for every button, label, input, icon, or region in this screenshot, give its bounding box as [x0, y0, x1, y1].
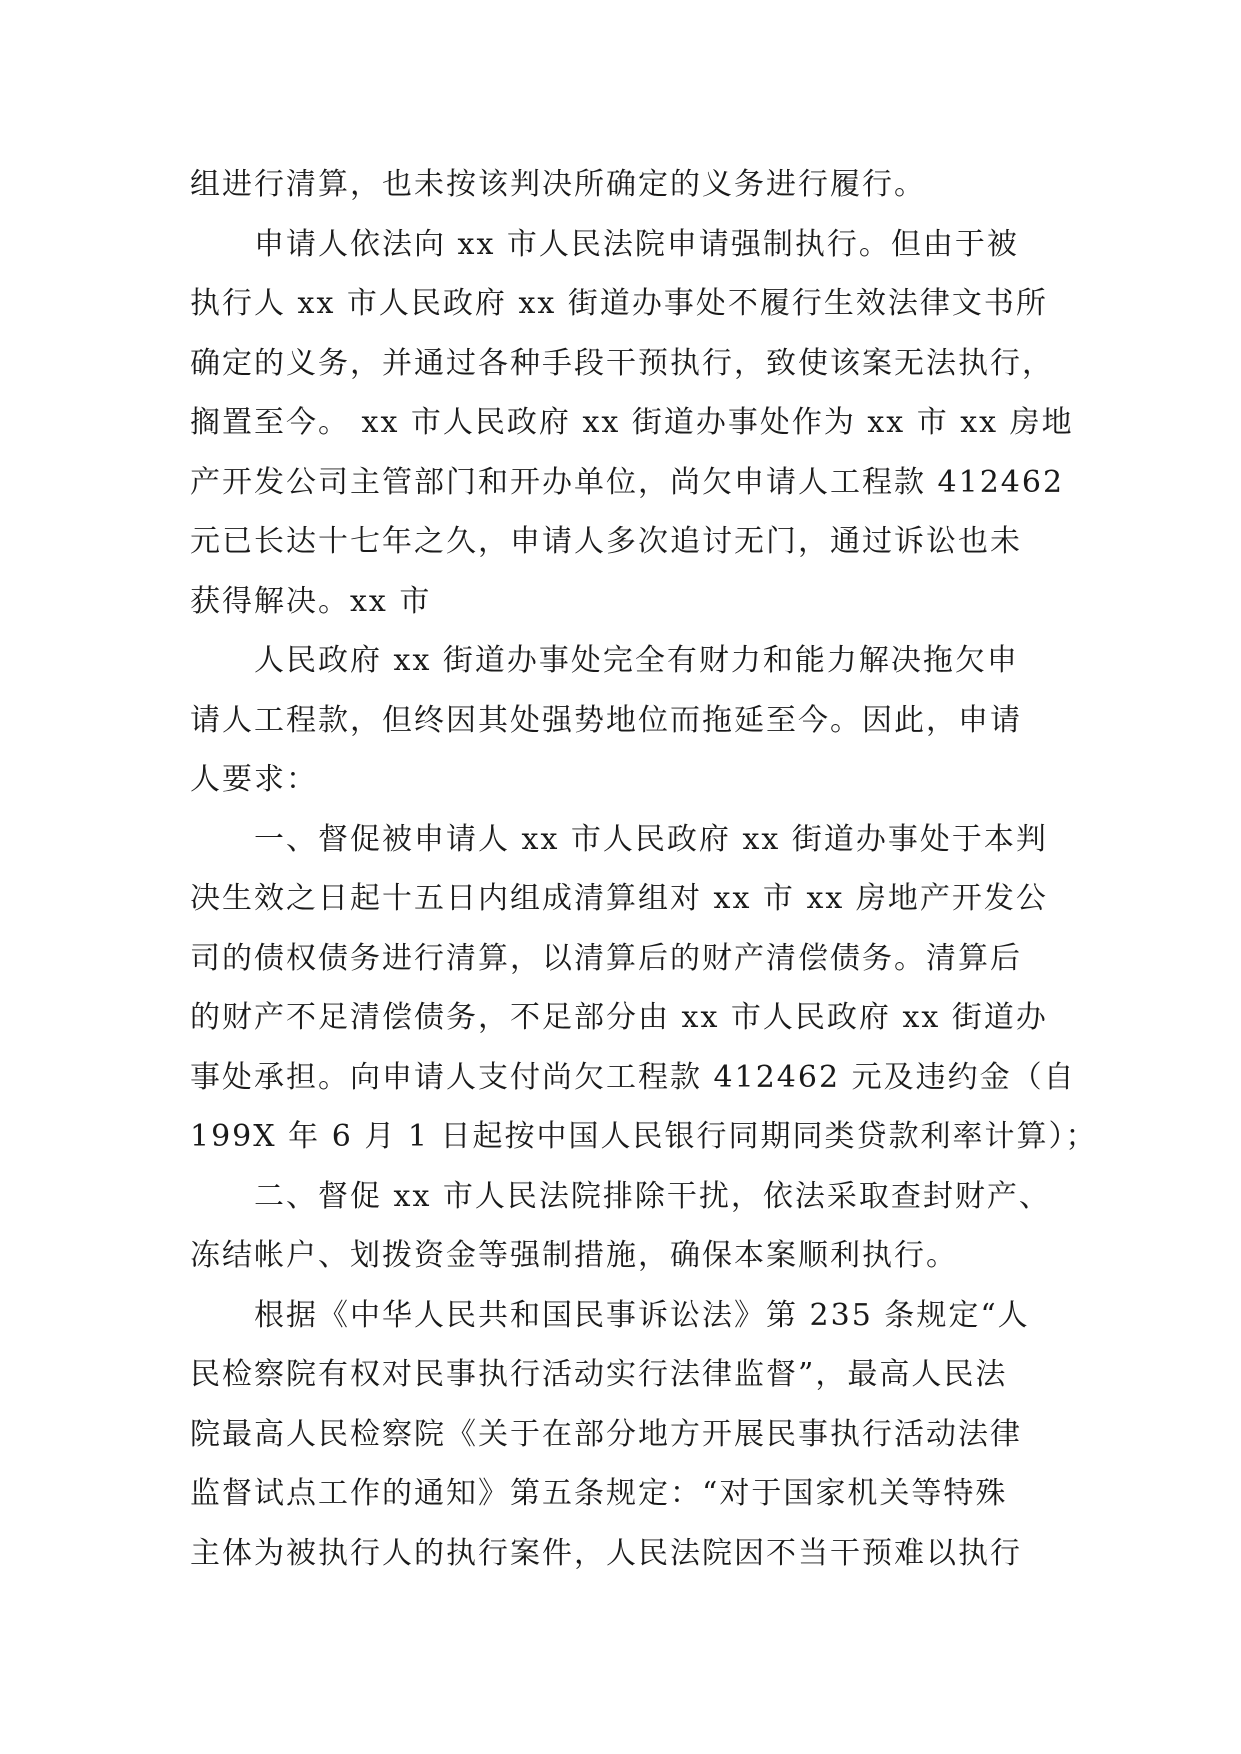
- text-line: 决生效之日起十五日内组成清算组对 xx 市 xx 房地产开发公: [190, 881, 1048, 916]
- text-line: 人要求：: [190, 762, 318, 797]
- text-line: 199X 年 6 月 1 日起按中国人民银行同期同类贷款利率计算）；: [190, 1119, 1098, 1154]
- text-line: 事处承担。向申请人支付尚欠工程款 412462 元及违约金（自: [190, 1059, 1076, 1095]
- text-line: 监督试点工作的通知》第五条规定：“对于国家机关等特殊: [190, 1476, 1008, 1511]
- text-line: 组进行清算，也未按该判决所确定的义务进行履行。: [190, 167, 926, 202]
- text-line: 冻结帐户、划拨资金等强制措施，确保本案顺利执行。: [190, 1238, 958, 1273]
- paragraph-start-line: 一、督促被申请人 xx 市人民政府 xx 街道办事处于本判: [254, 821, 1048, 857]
- text-line: 院最高人民检察院《关于在部分地方开展民事执行活动法律: [190, 1416, 1022, 1452]
- text-line: 请人工程款，但终因其处强势地位而拖延至今。因此，申请: [190, 702, 1022, 738]
- text-line: 执行人 xx 市人民政府 xx 街道办事处不履行生效法律文书所: [190, 286, 1048, 321]
- paragraph-start-line: 根据《中华人民共和国民事诉讼法》第 235 条规定“人: [254, 1297, 1030, 1333]
- text-line: 产开发公司主管部门和开办单位，尚欠申请人工程款 412462: [190, 464, 1065, 500]
- text-line: 搁置至今。 xx 市人民政府 xx 街道办事处作为 xx 市 xx 房地: [190, 405, 1074, 440]
- paragraph-start-line: 人民政府 xx 街道办事处完全有财力和能力解决拖欠申: [254, 643, 1019, 678]
- text-line: 民检察院有权对民事执行活动实行法律监督”，最高人民法: [190, 1357, 1008, 1392]
- document-body: [190, 155, 1098, 1583]
- text-line: 确定的义务，并通过各种手段干预执行，致使该案无法执行，: [190, 345, 1054, 381]
- text-line: 的财产不足清偿债务，不足部分由 xx 市人民政府 xx 街道办: [190, 1000, 1048, 1035]
- paragraph-start-line: 申请人依法向 xx 市人民法院申请强制执行。但由于被: [254, 226, 1019, 262]
- text-line: 获得解决。xx 市: [190, 583, 432, 619]
- paragraph-start-line: 二、督促 xx 市人民法院排除干扰，依法采取查封财产、: [254, 1178, 1051, 1214]
- text-line: 司的债权债务进行清算，以清算后的财产清偿债务。清算后: [190, 940, 1022, 976]
- text-line: 元已长达十七年之久，申请人多次追讨无门，通过诉讼也未: [190, 524, 1022, 559]
- text-line: 主体为被执行人的执行案件，人民法院因不当干预难以执行: [190, 1535, 1022, 1571]
